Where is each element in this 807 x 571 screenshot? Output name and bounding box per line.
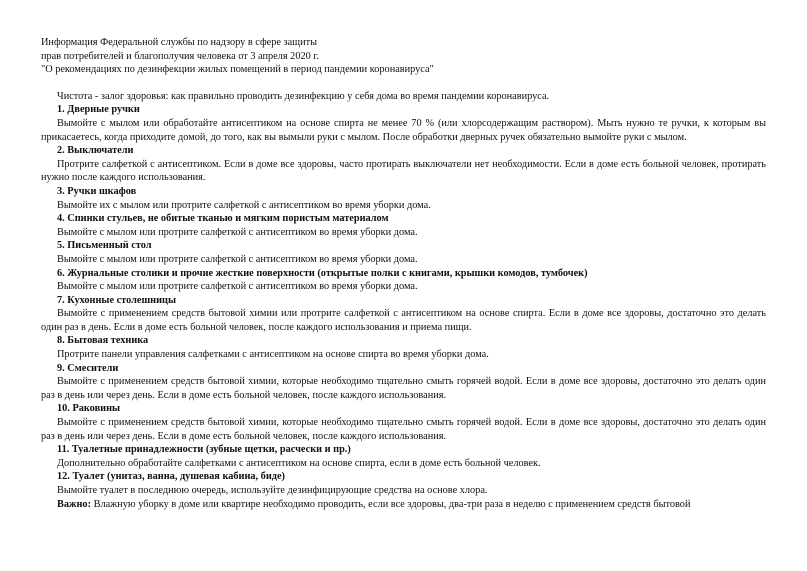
important-text: Влажную уборку в доме или квартире необходимо проводить, если все здоровы, два-три раза в неделю с применением средств бытовой: [91, 498, 691, 510]
section-body: Вымойте с применением средств бытовой химии, которые необходимо тщательно смыть горячей водой. Если в доме все здоровы, достаточно это делать один раз в день или через день. Если в доме есть больной человек, после каждого использования.: [41, 417, 766, 442]
section-body: Вымойте с мылом или протрите салфеткой с антисептиком во время уборки дома.: [57, 253, 418, 265]
section-title: 3. Ручки шкафов: [57, 185, 137, 197]
section-body: Вымойте с применением средств бытовой химии, которые необходимо тщательно смыть горячей водой. Если в доме все здоровы, достаточно это делать один раз в день или через день. Если в доме есть больной человек, после каждого использования.: [41, 376, 766, 401]
important-note: [41, 498, 766, 512]
section-body: Дополнительно обработайте салфетками с антисептиком на основе спирта, если в доме есть больной человек.: [57, 457, 541, 469]
section-list: [41, 103, 766, 497]
section-body: Вымойте с мылом или протрите салфеткой с антисептиком во время уборки дома.: [57, 226, 418, 238]
section-body: Вымойте с применением средств бытовой химии или протрите салфеткой с антисептиком на основе спирта. Если в доме все здоровы, достаточно это делать один раз в день. Если в доме есть больной человек, после каждого использования и приема пищи.: [41, 308, 766, 333]
section-toiletries: [41, 443, 766, 470]
section-title: 7. Кухонные столешницы: [57, 294, 176, 306]
section-title: 9. Смесители: [57, 362, 119, 374]
section-cabinet-handles: [41, 185, 766, 212]
section-toilet: [41, 470, 766, 497]
header-line-3: "О рекомендациях по дезинфекции жилых помещений в период пандемии коронавируса": [41, 64, 434, 76]
section-countertops: [41, 294, 766, 335]
section-title: 1. Дверные ручки: [57, 104, 140, 116]
intro-paragraph: Чистота - залог здоровья: как правильно проводить дезинфекцию у себя дома во время пандемии коронавируса.: [57, 90, 550, 102]
section-chair-backs: [41, 212, 766, 239]
section-title: 5. Письменный стол: [57, 240, 152, 252]
section-body: Протрите салфеткой с антисептиком. Если в доме все здоровы, часто протирать выключатели нет необходимости. Если в доме есть больной человек, протирать нужно после каждого использования.: [41, 158, 766, 184]
section-switches: [41, 144, 766, 185]
section-title: 10. Раковины: [57, 403, 121, 415]
section-title: 4. Спинки стульев, не обитые тканью и мягким пористым материалом: [57, 213, 389, 225]
section-title: 11. Туалетные принадлежности (зубные щетки, расчески и пр.): [57, 444, 351, 456]
header-line-2: прав потребителей и благополучия человека от 3 апреля 2020 г.: [41, 50, 319, 62]
section-body: Вымойте туалет в последнюю очередь, используйте дезинфицирующие средства на основе хлора.: [57, 485, 488, 496]
section-title: 6. Журнальные столики и прочие жесткие поверхности (открытые полки с книгами, крышки комодов, тумбочек): [57, 267, 588, 279]
section-body: Протрите панели управления салфетками с антисептиком на основе спирта во время уборки дома.: [57, 349, 489, 361]
section-faucets: [41, 362, 766, 403]
section-hard-surfaces: [41, 267, 766, 294]
section-title: 2. Выключатели: [57, 145, 134, 157]
section-desk: [41, 239, 766, 266]
section-door-handles: [41, 103, 766, 144]
section-body: Вымойте с мылом или обработайте антисептиком на основе спирта не менее 70 % (или хлорсодержащим раствором). Мыть нужно те ручки, к которым вы прикасаетесь, когда приходите домой, до того, как вы вымыли руки с мылом. После обработки дверных ручек обязательно вымойте руки с мылом.: [41, 117, 766, 143]
section-appliances: [41, 334, 766, 361]
section-body: Вымойте их с мылом или протрите салфеткой с антисептиком во время уборки дома.: [57, 199, 431, 211]
section-body: Вымойте с мылом или протрите салфеткой с антисептиком во время уборки дома.: [57, 281, 418, 293]
important-label: Важно:: [57, 498, 91, 510]
header-line-1: Информация Федеральной службы по надзору в сфере защиты: [41, 37, 318, 48]
section-title: 12. Туалет (унитаз, ванна, душевая кабина, биде): [57, 471, 285, 483]
document-header: [41, 36, 766, 77]
section-title: 8. Бытовая техника: [57, 335, 149, 347]
section-sinks: [41, 402, 766, 443]
